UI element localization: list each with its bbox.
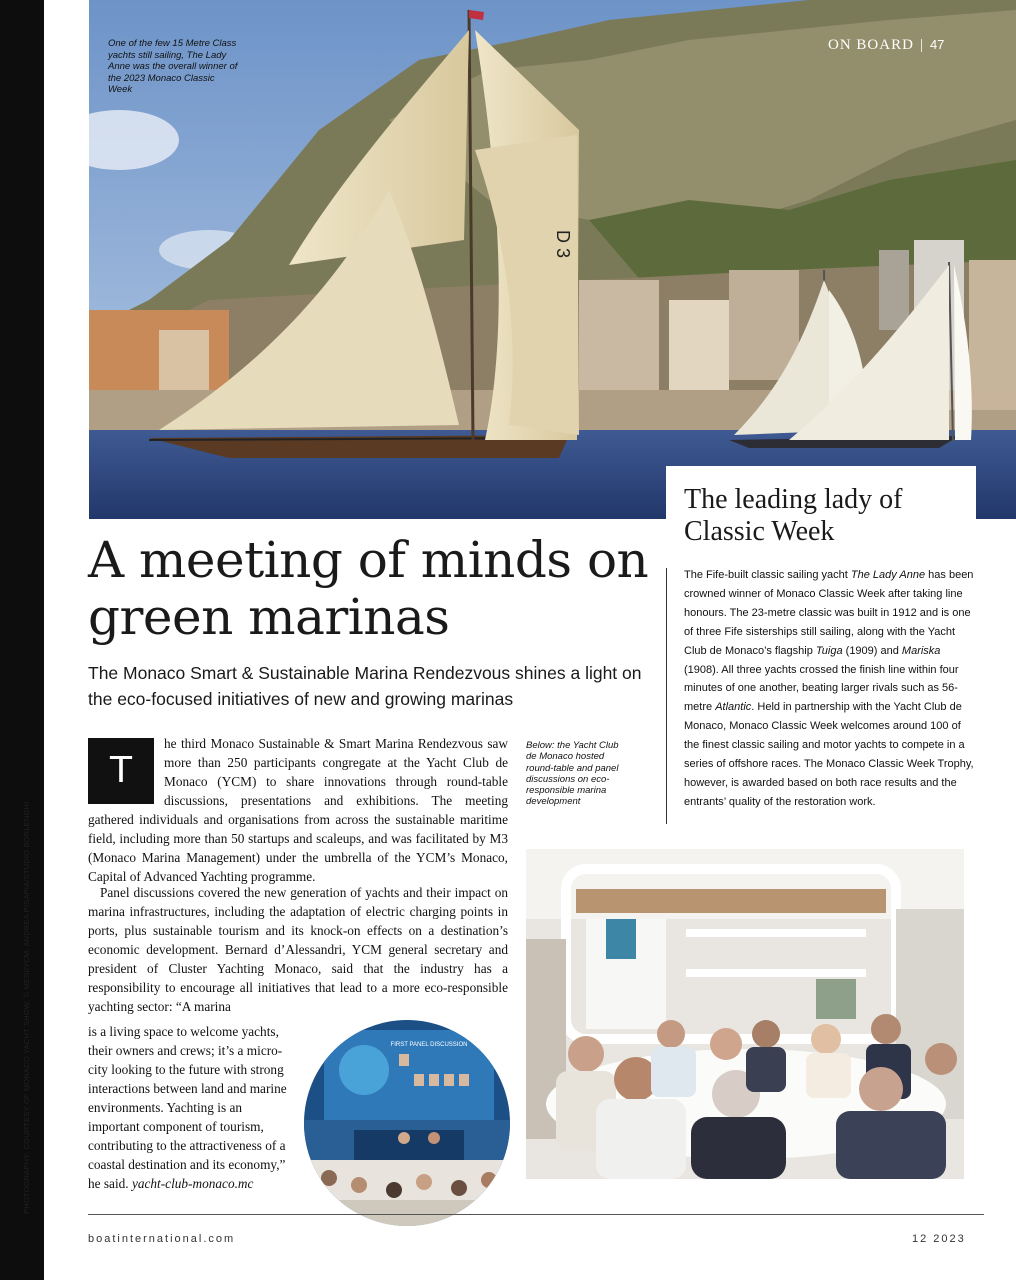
meeting-photo [526, 849, 964, 1179]
sidebar-yacht-name: Atlantic [715, 701, 752, 714]
sidebar-divider [666, 568, 667, 824]
sail-number: D 3 [553, 230, 573, 259]
photo-caption: Below: the Yacht Club de Monaco hosted round-table and panel discussions on eco-responsible marina development [526, 740, 619, 808]
photo-credit: PHOTOGRAPHY: COURTESY OF MONACO YACHT SHOW; © MESI/YCM; ANDREA PISAPIA/STUDIO BORLENGHI [22, 801, 31, 1214]
section-label: ON BOARD [828, 37, 914, 53]
sidebar-text: (1909) and [842, 644, 902, 657]
paragraph-text: is a living space to welcome yachts, their owners and crews; it’s a micro-city looking to the future with strong interactions between land and marine environments. Yachting is an important component of tourism, contributing to the attractiveness of a coastal destination and its economy,” he said. [88, 1024, 287, 1191]
footer-rule [88, 1214, 984, 1215]
footer-website[interactable]: boatinternational.com [88, 1233, 236, 1245]
website-link[interactable]: yacht-club-monaco.mc [131, 1176, 254, 1191]
sidebar-yacht-name: Tuiga [815, 644, 843, 657]
screen-title: FIRST PANEL DISCUSSION [390, 1042, 468, 1048]
sidebar-yacht-name: Mariska [901, 644, 941, 657]
sidebar-text: (1908). All three yachts crossed the finish line within four minutes of one another, beating larger rivals such as 56-metre [684, 663, 959, 714]
panel-discussion-photo [304, 1020, 510, 1226]
hero-caption: One of the few 15 Metre Class yachts still sailing, The Lady Anne was the overall winner of the 2023 Monaco Classic Week [108, 38, 238, 95]
paragraph-text: he third Monaco Sustainable & Smart Marina Rendezvous saw more than 250 participants congregate at the Yacht Club de Monaco (YCM) to share innovations through round-table discussions, presentations and exhibitions. The meeting gathered individuals and organisations from across the sustainable maritime field, including more than 50 startups and scaleups, and was facilitated by M3 (Monaco Marina Management) under the umbrella of the YCM’s Monaco, Capital of Advanced Yachting programme. [88, 736, 508, 884]
page-number: 47 [929, 37, 945, 52]
sidebar-text: has been crowned winner of Monaco Classic Week after taking line honours. The 23-metre classic was built in 1912 and is one of three Fife sisterships still sailing, along with the Yacht Club de Monaco’s flagship [684, 569, 974, 657]
sidebar-title: The leading lady of Classic Week [684, 484, 903, 547]
sidebar-body [684, 566, 974, 812]
article-paragraph-2: Panel discussions covered the new generation of yachts and their impact on marina infrastructures, including the adaptation of electric charging points in ports, plus sustainable tourism and its knock-on effects on a destination’s economic development. Bernard d’Alessandri, YCM general secretary and president of Cluster Yachting Monaco, said that the industry has a responsibility to encourage all initiatives that lead to a more eco-responsible yachting sector: “A marina [88, 885, 508, 1014]
folio-separator: | [919, 37, 924, 53]
article-headline: A meeting of minds on green marinas [88, 531, 649, 646]
article-paragraph-3 [88, 1022, 288, 1193]
drop-cap: T [88, 738, 154, 804]
article-standfirst: The Monaco Smart & Sustainable Marina Rendezvous shines a light on the eco-focused initiatives of new and growing marinas [88, 663, 642, 709]
sidebar-yacht-name: The Lady Anne [850, 569, 926, 581]
section-folio [828, 37, 944, 54]
sidebar-text: . Held in partnership with the Yacht Club de Monaco, Monaco Classic Week welcomes around 100 of the finest classic sailing and motor yachts to compete in a series of offshore races. The Monaco Classic Week Trophy, however, is awarded based on both race results and the entrants’ quality of the restoration work. [684, 701, 974, 808]
sidebar-text: The Fife-built classic sailing yacht [684, 569, 851, 581]
footer-issue-date: 12 2023 [912, 1233, 966, 1245]
